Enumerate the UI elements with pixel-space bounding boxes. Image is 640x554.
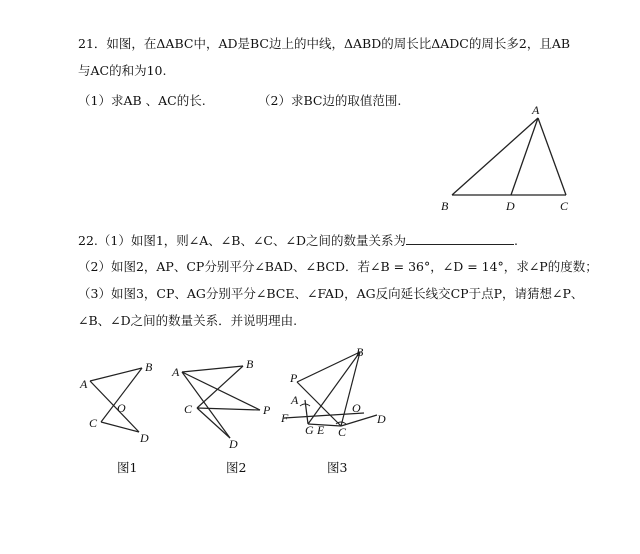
fig2-label-d: D xyxy=(229,437,238,450)
fig2-caption: 图2 xyxy=(226,460,247,475)
fig2-label-p: P xyxy=(263,403,271,417)
fig1-label-a: A xyxy=(80,377,88,391)
fig2-label-a: A xyxy=(172,365,180,379)
q21-part-2: （2）求BC边的取值范围. xyxy=(258,93,402,108)
fig3-label-p: P xyxy=(290,371,298,385)
fig3-label-d: D xyxy=(377,412,386,426)
fig3-label-c: C xyxy=(338,425,347,439)
fig3-label-f: F xyxy=(281,411,289,425)
figure-3 xyxy=(274,340,394,448)
fig3-label-b: B xyxy=(356,345,364,359)
fig3-label-e: E xyxy=(317,423,325,437)
fig3-caption: 图3 xyxy=(327,460,348,475)
fig3-label-o: O xyxy=(352,401,361,415)
q22-line-1-end: . xyxy=(513,233,518,248)
figure-2 xyxy=(168,350,283,450)
q22-line-1 xyxy=(78,232,518,249)
q21-label-c: C xyxy=(560,199,569,213)
q22-line-1-text: 22.（1）如图1，则∠A、∠B、∠C、∠D之间的数量关系为 xyxy=(78,233,406,248)
q21-label-a: A xyxy=(532,103,540,117)
fig1-caption: 图1 xyxy=(117,460,138,475)
fig1-label-b: B xyxy=(145,360,153,374)
fig1-label-d: D xyxy=(140,431,149,445)
figure-1 xyxy=(76,356,166,451)
fig2-label-b: B xyxy=(246,357,254,371)
q21-triangle-figure xyxy=(430,100,590,215)
answer-blank xyxy=(406,232,514,245)
q21-label-d: D xyxy=(506,199,515,213)
q22-line-2: （2）如图2，AP、CP分别平分∠BAD、∠BCD．若∠B = 36°，∠D = 14°，求∠P的度数； xyxy=(78,259,598,274)
q21-line-1: 21．如图，在ΔABC中，AD是BC边上的中线，ΔABD的周长比ΔADC的周长多2，且AB xyxy=(78,36,571,51)
q22-line-4: ∠B、∠D之间的数量关系．并说明理由. xyxy=(78,313,298,328)
fig3-label-a: A xyxy=(291,393,299,407)
fig3-label-g: G xyxy=(305,423,314,437)
q21-label-b: B xyxy=(441,199,449,213)
q21-line-2: 与AC的和为10. xyxy=(78,63,167,78)
fig1-label-c: C xyxy=(89,416,98,430)
fig1-label-o: O xyxy=(117,401,126,415)
q22-line-3: （3）如图3，CP、AG分别平分∠BCE、∠FAD，AG反向延长线交CP于点P，请猜想∠P、 xyxy=(78,286,584,301)
q21-part-1: （1）求AB 、AC的长. xyxy=(78,93,206,108)
fig2-label-c: C xyxy=(184,402,193,416)
